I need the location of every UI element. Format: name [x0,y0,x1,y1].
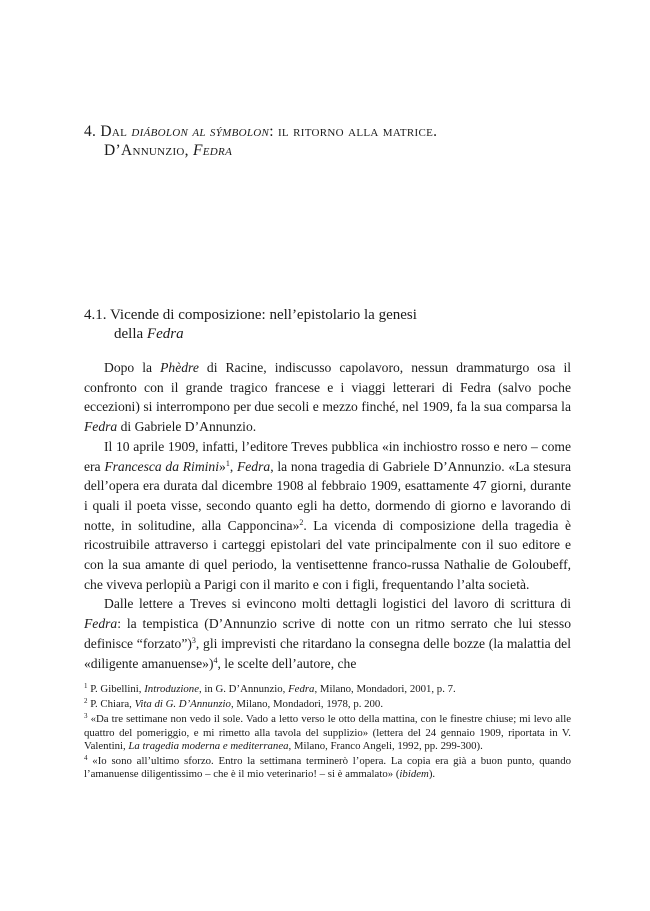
p2-text-c: , [229,458,237,474]
paragraph-1 [84,358,571,437]
chapter-title-rest: : il ritorno alla matrice. [269,123,438,140]
p1-text-a: Dopo la [104,360,161,375]
section-title: Vicende di composizione: nell’epistolario la genesi [106,307,417,323]
footnote-3-number: 3 [84,712,88,721]
footnotes [84,683,571,783]
chapter-work: Fedra [193,142,233,159]
footnote-3 [84,713,571,753]
footnote-4 [84,755,571,781]
footnote-1 [84,683,571,696]
section-title-work: Fedra [146,326,184,342]
section-title-2: della [114,326,147,342]
p2-text-b: » [219,458,226,474]
footnote-1-text-b: , in G. D’Annunzio, [198,683,289,695]
p2-fedra: Fedra [236,458,271,474]
chapter-heading-line-2 [84,141,571,160]
chapter-author: D’Annunzio, [104,142,194,159]
p2-text-a: Il 10 aprile 1909, infatti, l’editore Treves pubblica «in inchiostro rosso e nero – come era [84,438,571,474]
footnote-3-text-b: , Milano, Franco Angeli, 1992, pp. 299-300). [288,739,483,752]
chapter-title-prefix: Dal [100,123,132,140]
footnote-ref-2[interactable]: 2 [299,517,304,527]
p3-text-c: , gli imprevisti che ritardano la consegna delle bozze (la malattia del «diligente amanuense») [84,635,571,671]
chapter-heading [84,122,571,160]
chapter-heading-line-1 [84,122,571,141]
footnote-2-text-b: , Milano, Mondadori, 1978, p. 200. [230,698,384,711]
footnote-2 [84,698,571,711]
section-heading [84,306,571,344]
p3-fedra: Fedra [84,616,118,632]
p3-text-b: : la tempistica (D’Annunzio scrive di notte con un ritmo serrato che lui stesso definisce “forzato”) [84,616,571,651]
footnote-2-vita: Vita di G. D’Annunzio [134,698,231,711]
footnote-2-text-a: P. Chiara, [87,698,135,711]
footnote-4-text-a: «Io sono all’ultimo sforzo. Entro la settimana terminerò l’opera. La copia era già a buon punto, quando l’amanuense diligentissimo – che è il mio veterinario! – si è ammalato» ( [84,755,571,781]
section-number: 4.1. [84,307,107,323]
paragraph-3 [84,594,571,673]
p1-text-c: di Gabriele D’Annunzio. [117,419,257,435]
p2-text-d: , la nona tragedia di Gabriele D’Annunzio. «La stesura dell’opera era durata dal dicembre 1908 al febbraio 1909, esattamente 47 giorni, durante i quali il poeta visse, secondo quanto egli ha detto, dormendo di giorno e lavorando di notte, in solitudine, alla Capponcina» [84,458,572,533]
footnote-4-ibidem: ibidem [399,768,429,781]
footnote-1-text-c: , Milano, Mondadori, 2001, p. 7. [314,683,456,695]
footnote-4-number: 4 [84,754,88,763]
footnote-3-text-a: «Da tre settimane non vedo il sole. Vado a letto verso le otto della mattina, con le finestre chiuse; mi levo alle quattro del pomeriggio, e mi rimetto alla tavola del supplizio» (lettera del 24 gennaio 1909, riportata in V. Valentini, [84,713,571,752]
p2-text-e: . La vicenda di composizione della tragedia è ricostruibile attraverso i carteggi epistolari del vate principalmente con il suo editore e con la sua amante di quel periodo, la ventisettenne franco-russa Nathalie de Goloubeff, che viveva perlopiù a Parigi con il marito e con i figli, frequentando l’alta società. [84,517,571,592]
footnote-ref-3[interactable]: 3 [191,635,196,645]
footnote-1-intro: Introduzione [144,683,199,695]
p3-text-d: , le scelte dell’autore, che [217,655,357,671]
chapter-title-diabolon: diábolon al sýmbolon [131,123,270,140]
section-heading-line-1 [84,306,571,325]
paragraph-2 [84,437,571,595]
footnote-1-fedra: Fedra [288,683,315,695]
footnote-4-text-b: ). [428,768,436,781]
main-text [84,358,571,673]
footnote-2-number: 2 [84,697,88,706]
p2-francesca: Francesca da Rimini [104,458,220,474]
footnote-ref-1[interactable]: 1 [225,458,230,468]
footnote-1-text-a: P. Gibellini, [87,683,145,695]
footnote-ref-4[interactable]: 4 [213,655,218,665]
p1-fedra: Fedra [84,419,118,435]
footnote-1-number: 1 [84,682,88,690]
book-page [84,0,571,911]
chapter-number: 4. [84,123,97,140]
p3-text-a: Dalle lettere a Treves si evincono molti dettagli logistici del lavoro di scrittura di [104,596,571,612]
section-heading-line-2 [84,325,571,344]
p1-phedre: Phèdre [160,360,199,375]
footnote-3-tragedia: La tragedia moderna e mediterranea [128,739,289,752]
p1-text-b: di Racine, indiscusso capolavoro, nessun drammaturgo osa il confronto con il grande tragico francese e i viaggi letterari di Fedra (salvo poche eccezioni) si interrompono per due secoli e mezzo finché, nel 1909, fa la sua comparsa la [84,360,571,415]
